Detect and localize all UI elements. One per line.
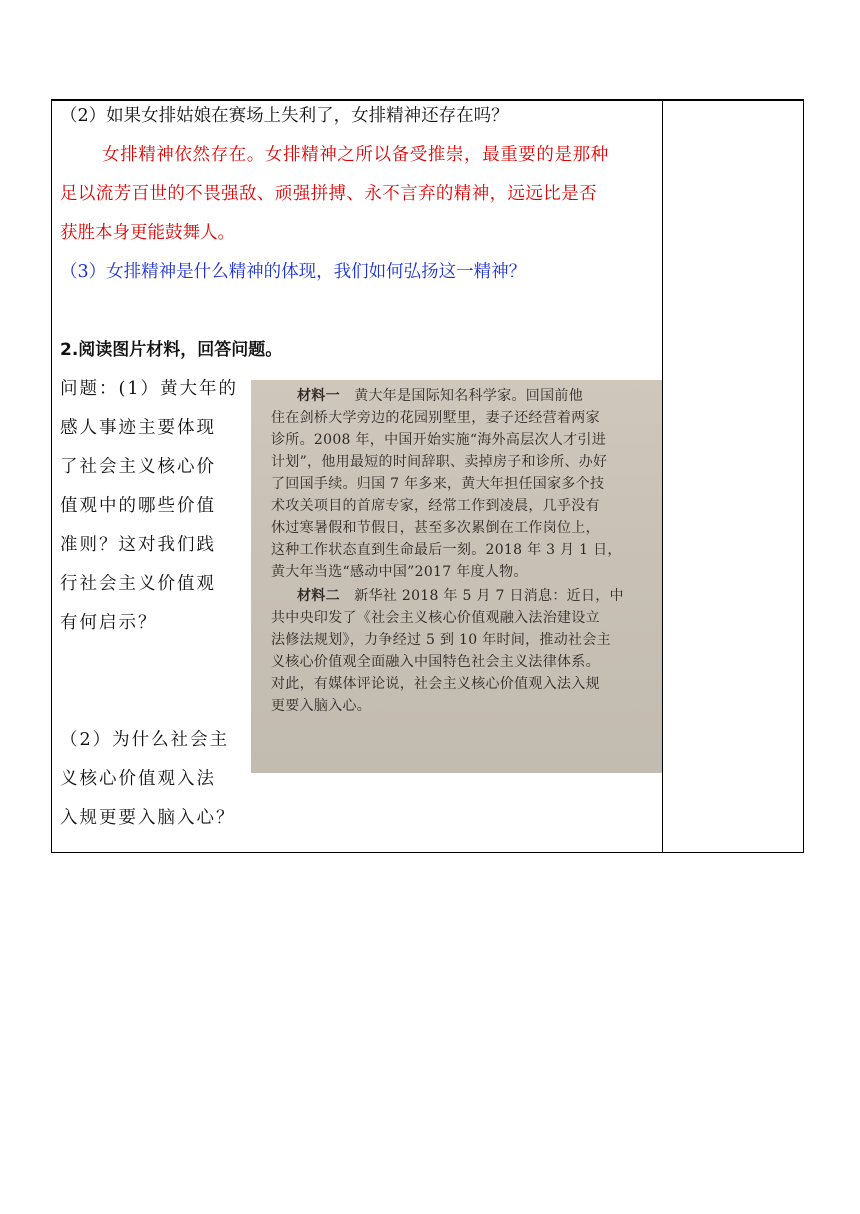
material-photo-line: 对此，有媒体评论说，社会主义核心价值观入法入规 [271, 676, 600, 692]
question-1-line: 行社会主义价值观 [60, 574, 216, 594]
question-1-line: 值观中的哪些价值 [60, 496, 216, 516]
material-photo-line: 共中央印发了《社会主义核心价值观融入法治建设立 [271, 610, 600, 626]
material-photo-line: 了回国手续。归国 7 年多来，黄大年担任国家多个技 [271, 476, 605, 492]
question-1-line: 感人事迹主要体现 [60, 418, 216, 438]
material-photo-line: 诊所。2008 年，中国开始实施“海外高层次人才引进 [271, 432, 607, 448]
question-1-line: 有何启示？ [60, 613, 158, 633]
answer-line-2: 足以流芳百世的不畏强敌、顽强拼搏、永不言弃的精神，远远比是否 [60, 184, 597, 204]
material-line-text: 黄大年是国际知名科学家。回国前他 [339, 388, 584, 404]
question-3-prompt: （3）女排精神是什么精神的体现，我们如何弘扬这一精神？ [60, 262, 527, 282]
material-photo-line: 义核心价值观全面融入中国特色社会主义法律体系。 [271, 654, 600, 670]
material-photo-line: 休过寒暑假和节假日，甚至多次累倒在工作岗位上， [271, 520, 600, 536]
material-photo [251, 380, 662, 773]
material-line-text: 新华社 2018 年 5 月 7 日消息：近日，中 [339, 588, 624, 604]
question-2-line: 入规更要入脑入心？ [60, 808, 236, 828]
section-2-heading: 2.阅读图片材料，回答问题。 [60, 340, 283, 360]
question-2-line: 义核心价值观入法 [60, 769, 216, 789]
answer-line-3: 获胜本身更能鼓舞人。 [60, 223, 235, 243]
question-1-line: 准则？这对我们践 [60, 535, 216, 555]
question-1-line: 了社会主义核心价 [60, 457, 216, 477]
question-2-line: （2）为什么社会主 [60, 730, 230, 750]
material-photo-line: 黄大年当选“感动中国”2017 年度人物。 [271, 564, 528, 580]
material-photo-line: 法修法规划》，力争经过 5 到 10 年时间，推动社会主 [271, 632, 611, 648]
answer-line-1: 女排精神依然存在。女排精神之所以备受推崇，最重要的是那种 [102, 145, 609, 165]
question-1-line: 问题：(1）黄大年的 [60, 379, 238, 399]
material-photo-line [297, 386, 583, 406]
material-photo-line: 这种工作状态直到生命最后一刻。2018 年 3 月 1 日， [271, 542, 622, 558]
material-1-label: 材料一 [297, 388, 340, 404]
material-photo-line: 住在剑桥大学旁边的花园别墅里，妻子还经营着两家 [271, 410, 600, 426]
material-2-label: 材料二 [297, 588, 340, 604]
table-column-divider [662, 100, 663, 853]
material-photo-line: 术攻关项目的首席专家，经常工作到凌晨，几乎没有 [271, 498, 600, 514]
material-photo-line [297, 586, 624, 606]
material-photo-line: 计划”，他用最短的时间辞职、卖掉房子和诊所、办好 [271, 454, 608, 470]
question-2-prompt: （2）如果女排姑娘在赛场上失利了，女排精神还存在吗？ [60, 106, 509, 126]
material-photo-line: 更要入脑入心。 [271, 698, 372, 714]
